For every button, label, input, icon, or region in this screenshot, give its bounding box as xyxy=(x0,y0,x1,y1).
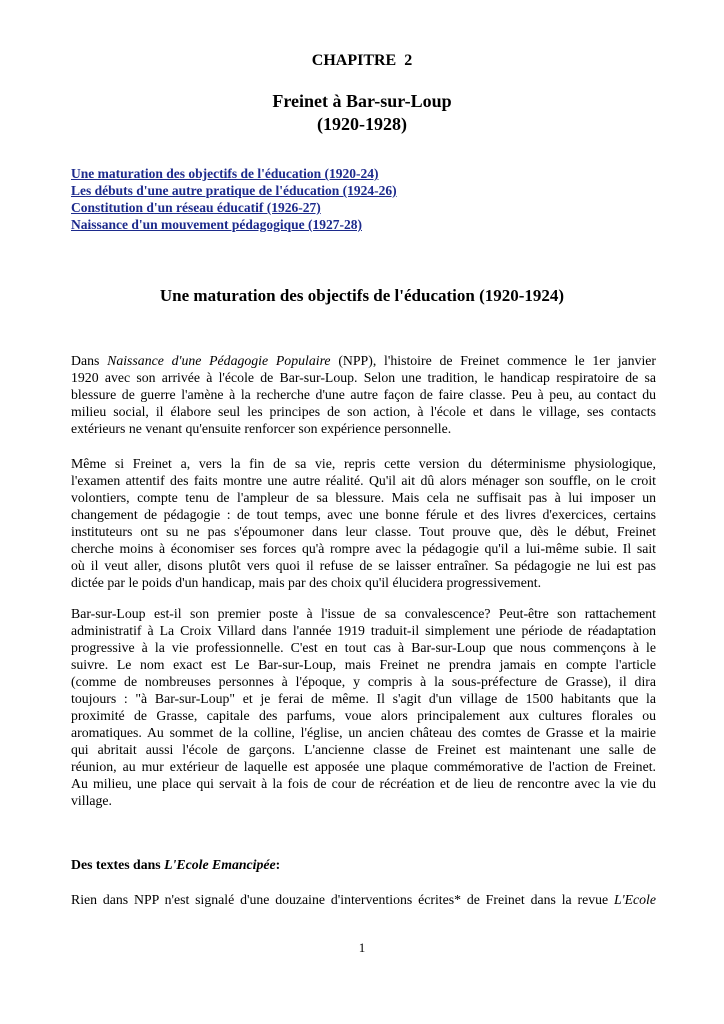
paragraph-2-line: où il veut aller, disons plutôt vers quoi il refuse de se laisser entraîner. Sa pédagogie ne lui est pas xyxy=(71,558,656,573)
paragraph-3-line: proximité de Grasse, capitale des parfums, voue alors principalement aux cultures florales ou xyxy=(71,708,656,723)
paragraph-2-line: cherche moins à économiser ses forces qu'à rompre avec la pédagogie qu'il a lui-même subie. Il sait xyxy=(71,541,656,556)
chapter-label: CHAPITRE 2 xyxy=(311,52,413,69)
paragraph-1-line: 1920 avec son arrivée à l'école de Bar-sur-Loup. Selon une tradition, le handicap respiratoire de sa xyxy=(71,370,656,385)
paragraph-3-line: Bar-sur-Loup est-il son premier poste à l'issue de sa convalescence? Peut-être son rattachement xyxy=(71,606,656,621)
paragraph-2-line: Même si Freinet a, vers la fin de sa vie, repris cette version du déterminisme physiologique, xyxy=(71,456,656,471)
chapter-dates: (1920-1928) xyxy=(317,114,407,134)
paragraph-4-line: Rien dans NPP n'est signalé d'une douzaine d'interventions écrites* de Freinet dans la revue L'Ecole xyxy=(71,892,656,907)
paragraph-1-line: Dans Naissance d'une Pédagogie Populaire (NPP), l'histoire de Freinet commence le 1er janvier xyxy=(71,353,657,368)
paragraph-3-line: qui abritait aussi l'école de garçons. L'ancienne classe de Freinet est maintenant une salle de xyxy=(71,742,656,757)
paragraph-2 xyxy=(71,455,656,591)
section-heading: Une maturation des objectifs de l'éducation (1920-1924) xyxy=(159,286,565,305)
toc-link-maturation[interactable]: Une maturation des objectifs de l'éducation (1920-24) xyxy=(71,166,379,181)
paragraph-2-line: l'examen attentif des faits montre une autre réalité. Qu'il ait dû alors ménager son souffle, on le croit xyxy=(71,473,656,488)
toc-link-reseau[interactable]: Constitution d'un réseau éducatif (1926-27) xyxy=(71,200,321,215)
paragraph-2-line: changement de pédagogie : de tout temps, avec une bonne férule et des livres d'exercices, certains xyxy=(71,507,656,522)
paragraph-3-line: toujours : "à Bar-sur-Loup" et je ferai de même. Il s'agit d'un village de 1500 habitants que la xyxy=(71,691,656,706)
toc-link-mouvement[interactable]: Naissance d'un mouvement pédagogique (1927-28) xyxy=(71,217,363,232)
paragraph-2-line: instituteurs ont su ne pas s'époumoner dans leur classe. Tout prouve que, dès le début, Freinet xyxy=(71,524,656,539)
paragraph-3 xyxy=(71,605,656,809)
table-of-contents xyxy=(71,165,397,233)
paragraph-3-line: aromatiques. Au sommet de la colline, l'église, un ancien château des comtes de Grasse et la mairie xyxy=(71,725,656,740)
paragraph-1-line: blessure de guerre l'amène à la recherche d'une autre façon de faire classe. Peu à peu, au contact du xyxy=(71,387,656,402)
page-number: 1 xyxy=(358,940,366,955)
paragraph-3-line: village. xyxy=(71,793,112,808)
paragraph-2-line: volontiers, compte tenu de l'ampleur de sa blessure. Mais cela ne suffisait pas à lui imposer un xyxy=(71,490,656,505)
paragraph-1 xyxy=(71,352,656,437)
paragraph-3-line: (comme de nombreuses personnes à l'époque, y compris à la sous-préfecture de Grasse), il dira xyxy=(71,674,656,689)
paragraph-1-line: milieu social, il élabore seul les principes de son action, à l'école et dans le village, ses contacts xyxy=(71,404,656,419)
paragraph-3-line: progressive à la vie professionnelle. C'est en tout cas à Bar-sur-Loup que nous commençons à le xyxy=(71,640,656,655)
paragraph-1-line: extérieurs ne venant qu'ensuite renforcer son expérience personnelle. xyxy=(71,421,452,436)
toc-link-debuts[interactable]: Les débuts d'une autre pratique de l'éducation (1924-26) xyxy=(71,183,397,198)
paragraph-3-line: réunion, au mur extérieur de laquelle est apposée une plaque commémorative de l'action de Freinet. xyxy=(71,759,656,774)
chapter-title: Freinet à Bar-sur-Loup xyxy=(272,91,452,111)
paragraph-3-line: administratif à La Croix Villard dans l'année 1919 traduit-il simplement une période de réadaptation xyxy=(71,623,656,638)
paragraph-4 xyxy=(71,891,656,908)
paragraph-2-line: dictée par le poids d'un handicap, mais par des choix qu'il élucidera progressivement. xyxy=(71,575,542,590)
paragraph-3-line: Au milieu, une place qui servait à la fois de cour de récréation et de lieu de rencontre avec la vie du xyxy=(71,776,656,791)
subsection-heading: Des textes dans L'Ecole Emancipée: xyxy=(71,857,281,872)
paragraph-3-line: suivre. Le nom exact est Le Bar-sur-Loup, mais Freinet ne prendra jamais en compte l'article xyxy=(71,657,656,672)
